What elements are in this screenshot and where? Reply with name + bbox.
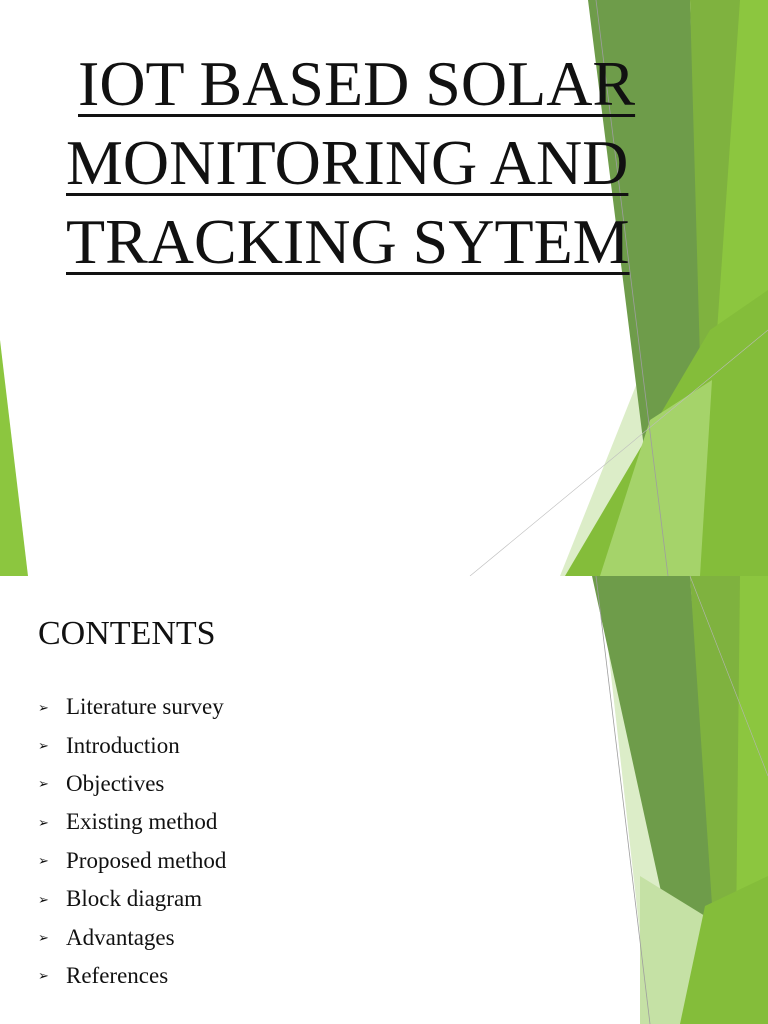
arrowhead-bullet-icon: ➢: [38, 930, 49, 946]
list-item-label: Literature survey: [66, 694, 224, 720]
list-item-label: Advantages: [66, 924, 175, 950]
list-item: [38, 842, 226, 880]
list-item-label: Objectives: [66, 770, 165, 796]
arrowhead-bullet-icon: ➢: [38, 738, 49, 754]
list-item: [38, 765, 226, 803]
list-item: [38, 957, 226, 995]
title-line: TRACKING SYTEM: [66, 206, 630, 277]
title-line: IOT BASED SOLAR: [78, 48, 636, 119]
contents-list: [38, 688, 226, 995]
arrowhead-bullet-icon: ➢: [38, 776, 49, 792]
list-item-label: Block diagram: [66, 886, 203, 912]
list-item: [38, 918, 226, 956]
list-item-label: Proposed method: [66, 847, 227, 873]
list-item: [38, 726, 226, 764]
arrowhead-bullet-icon: ➢: [38, 814, 49, 830]
arrowhead-bullet-icon: ➢: [38, 891, 49, 907]
list-item-label: Introduction: [66, 732, 180, 758]
title-line: MONITORING AND: [66, 127, 629, 198]
list-item: [38, 803, 226, 841]
arrowhead-bullet-icon: ➢: [38, 968, 49, 984]
list-item: [38, 880, 226, 918]
contents-heading: CONTENTS: [38, 615, 216, 652]
list-item-label: References: [66, 962, 169, 988]
arrowhead-bullet-icon: ➢: [38, 699, 49, 715]
list-item: [38, 688, 226, 726]
presentation-title: [66, 44, 696, 281]
list-item-label: Existing method: [66, 809, 218, 835]
arrowhead-bullet-icon: ➢: [38, 853, 49, 869]
